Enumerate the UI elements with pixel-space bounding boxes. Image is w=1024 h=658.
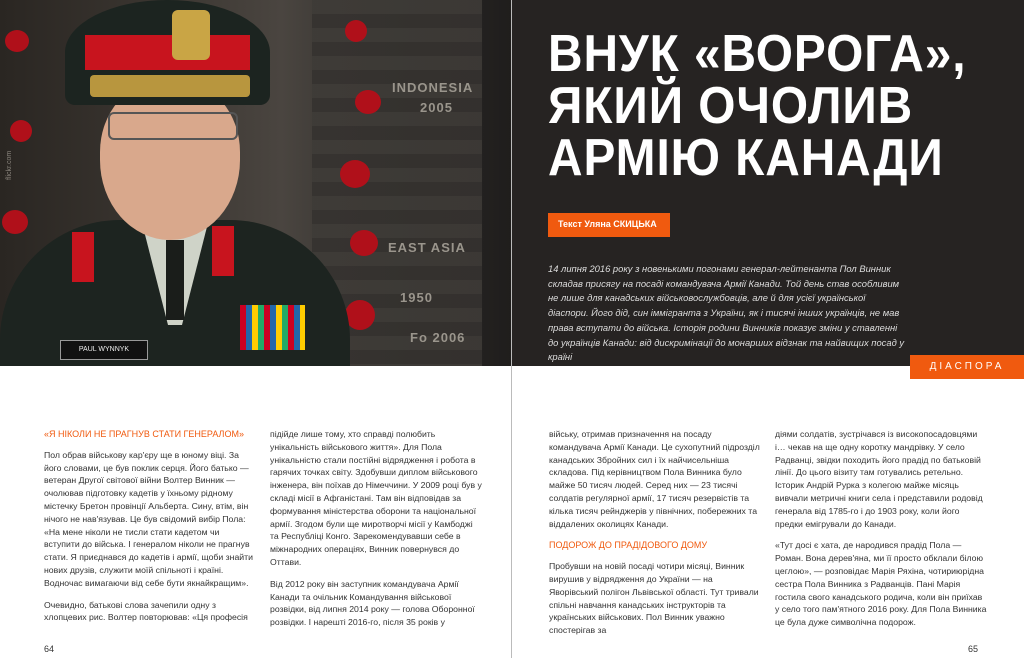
author-badge: Текст Уляна СКИЦЬКА	[548, 213, 670, 237]
subheading: «Я НІКОЛИ НЕ ПРАГНУВ СТАТИ ГЕНЕРАЛОМ»	[44, 429, 244, 439]
cap-badge	[172, 10, 210, 60]
wall-text: EAST ASIA	[388, 240, 466, 255]
paragraph: Від 2012 року він заступник командувача Армії Канади та очільник Командування військової розвідки, від липня 2014 року — голова Оборонної розвідки. І нарешті 2016-го, після 35 років у	[270, 578, 475, 628]
paragraph: діями солдатів, зустрічався із високопосадовцями і… чекав на ще одну коротку мандрівку. У село Радванці, звідки походить його прадід по батьковій лінії. До цього візиту там готувались ретельно. Історик Андрій Рурка з колегою майже місяць вивчали метричні книги села і представили родовід генерала від 1785-го і до 1903 року, коли його предки емігрували до Канади.	[775, 429, 983, 529]
section-tag: ДІАСПОРА	[910, 355, 1024, 379]
gold-braid	[90, 75, 250, 97]
page-spine	[511, 0, 512, 658]
article-title	[548, 25, 967, 187]
wall-text: Fo 2006	[410, 330, 466, 345]
paragraph: підійде лише тому, хто справді полюбить унікальність військового життя». Для Пола унікальністю стали постійні відрядження і робота в гарячих точках світу. Здобувши диплом військового інженера, він поїхав до Німеччини. У 2009 році був у складі місії в Афганістані. Там він відповідав за формування міністерства оборони та національної армії. Згодом були ще миротворчі місії у Камбоджі та Республіці Конго. Зарекомендувавши себе в міжнародних операціях, Винник повернувся до Оттави.	[270, 429, 482, 567]
cover-photo	[0, 0, 512, 366]
paragraph: Пробувши на новій посаді чотири місяці, Винник вирушив у відрядження до України — на Яворівський полігон Львівської області. Тут тривали спільні навчання канадських інструкторів та українських військових. Пол Винник уважно спостерігав за	[549, 561, 759, 636]
column-4	[775, 428, 987, 638]
page-number-right: 65	[968, 644, 979, 654]
column-3	[549, 428, 761, 646]
subheading: ПОДОРОЖ ДО ПРАДІДОВОГО ДОМУ	[549, 540, 708, 551]
paragraph: «Тут досі є хата, де народився прадід Пола — Роман. Вона дерев'яна, ми її просто обклали білою цеглою», — розповідає Марія Ряхіна, чотириюрідна сестра Пола Винника з Радванців. Пані Марія гостила свого канадського родича, коли він приїхав у село того пам'ятного 2016 року. Для Пола Винника це була дуже символічна подорож.	[775, 540, 987, 628]
title-line: ВНУК «ВОРОГА»,	[548, 25, 967, 83]
wall-text: INDONESIA	[392, 80, 474, 95]
medal-ribbons	[240, 305, 305, 350]
column-1	[44, 428, 256, 633]
title-line: ЯКИЙ ОЧОЛИВ	[548, 77, 914, 135]
paragraph: війську, отримав призначення на посаду командувача Армії Канади. Це сухопутний підрозділ канадських Збройних сил і їх найчисельніша складова. Під керівництвом Пола Винника було майже 50 тисяч людей. Серед них — 23 тисячі солдатів регулярної армії, 17 тисяч резервістів та кілька тисяч рейнджерів у північних, побережних та віддалених околицях Канади.	[549, 429, 760, 529]
glasses	[108, 112, 238, 140]
collar-tab-right	[212, 226, 234, 276]
wall-text: 2005	[420, 100, 453, 115]
nameplate: PAUL WYNNYK	[60, 340, 148, 360]
lead-paragraph: 14 липня 2016 року з новенькими погонами генерал-лейтенанта Пол Винник складав присягу на посаді командувача Армії Канади. Той день став особливим не лише для канадських військовослужбовців, але й для усієї української діаспори. Його дід, син іммігранта з України, як і тисячі інших українців, не мав права вступати до війська. Історія родини Винників показує зміни у ставленні до українців Канади: від дискримінації до монарших відзнак та найвищих посад у країні	[548, 263, 905, 363]
title-line: АРМІЮ КАНАДИ	[548, 129, 944, 187]
cap-band	[85, 35, 250, 70]
paragraph: Пол обрав військову кар'єру ще в юному віці. За його словами, це був поклик серця. Його батько — ветеран Другої світової війни Волтер Винник — очолював підготовку кадетів у їхньому рідному містечку Бретон провінції Альберта. Сину, втім, він нічого не нав'язував. Це був свідомий вибір Пола: «На мене ніколи не тисли стати кадетом чи вступити до війська. І генералом ніколи не прагнув стати. Я приєднався до кадетів і армії, щоби знайти нових друзів, служити моїй спільноті і країні. Водночас вимагаючи від себе бути якнайкращим».	[44, 449, 253, 588]
collar-tab-left	[72, 232, 94, 282]
photo-credit: flickr.com	[6, 150, 13, 180]
page-number-left: 64	[44, 644, 55, 654]
column-2	[270, 428, 482, 638]
paragraph: Очевидно, батькові слова зачепили одну з хлопцевих рис. Волтер повторював: «Ця професія	[44, 599, 248, 623]
wall-text: 1950	[400, 290, 433, 305]
officer-tie	[166, 240, 184, 320]
